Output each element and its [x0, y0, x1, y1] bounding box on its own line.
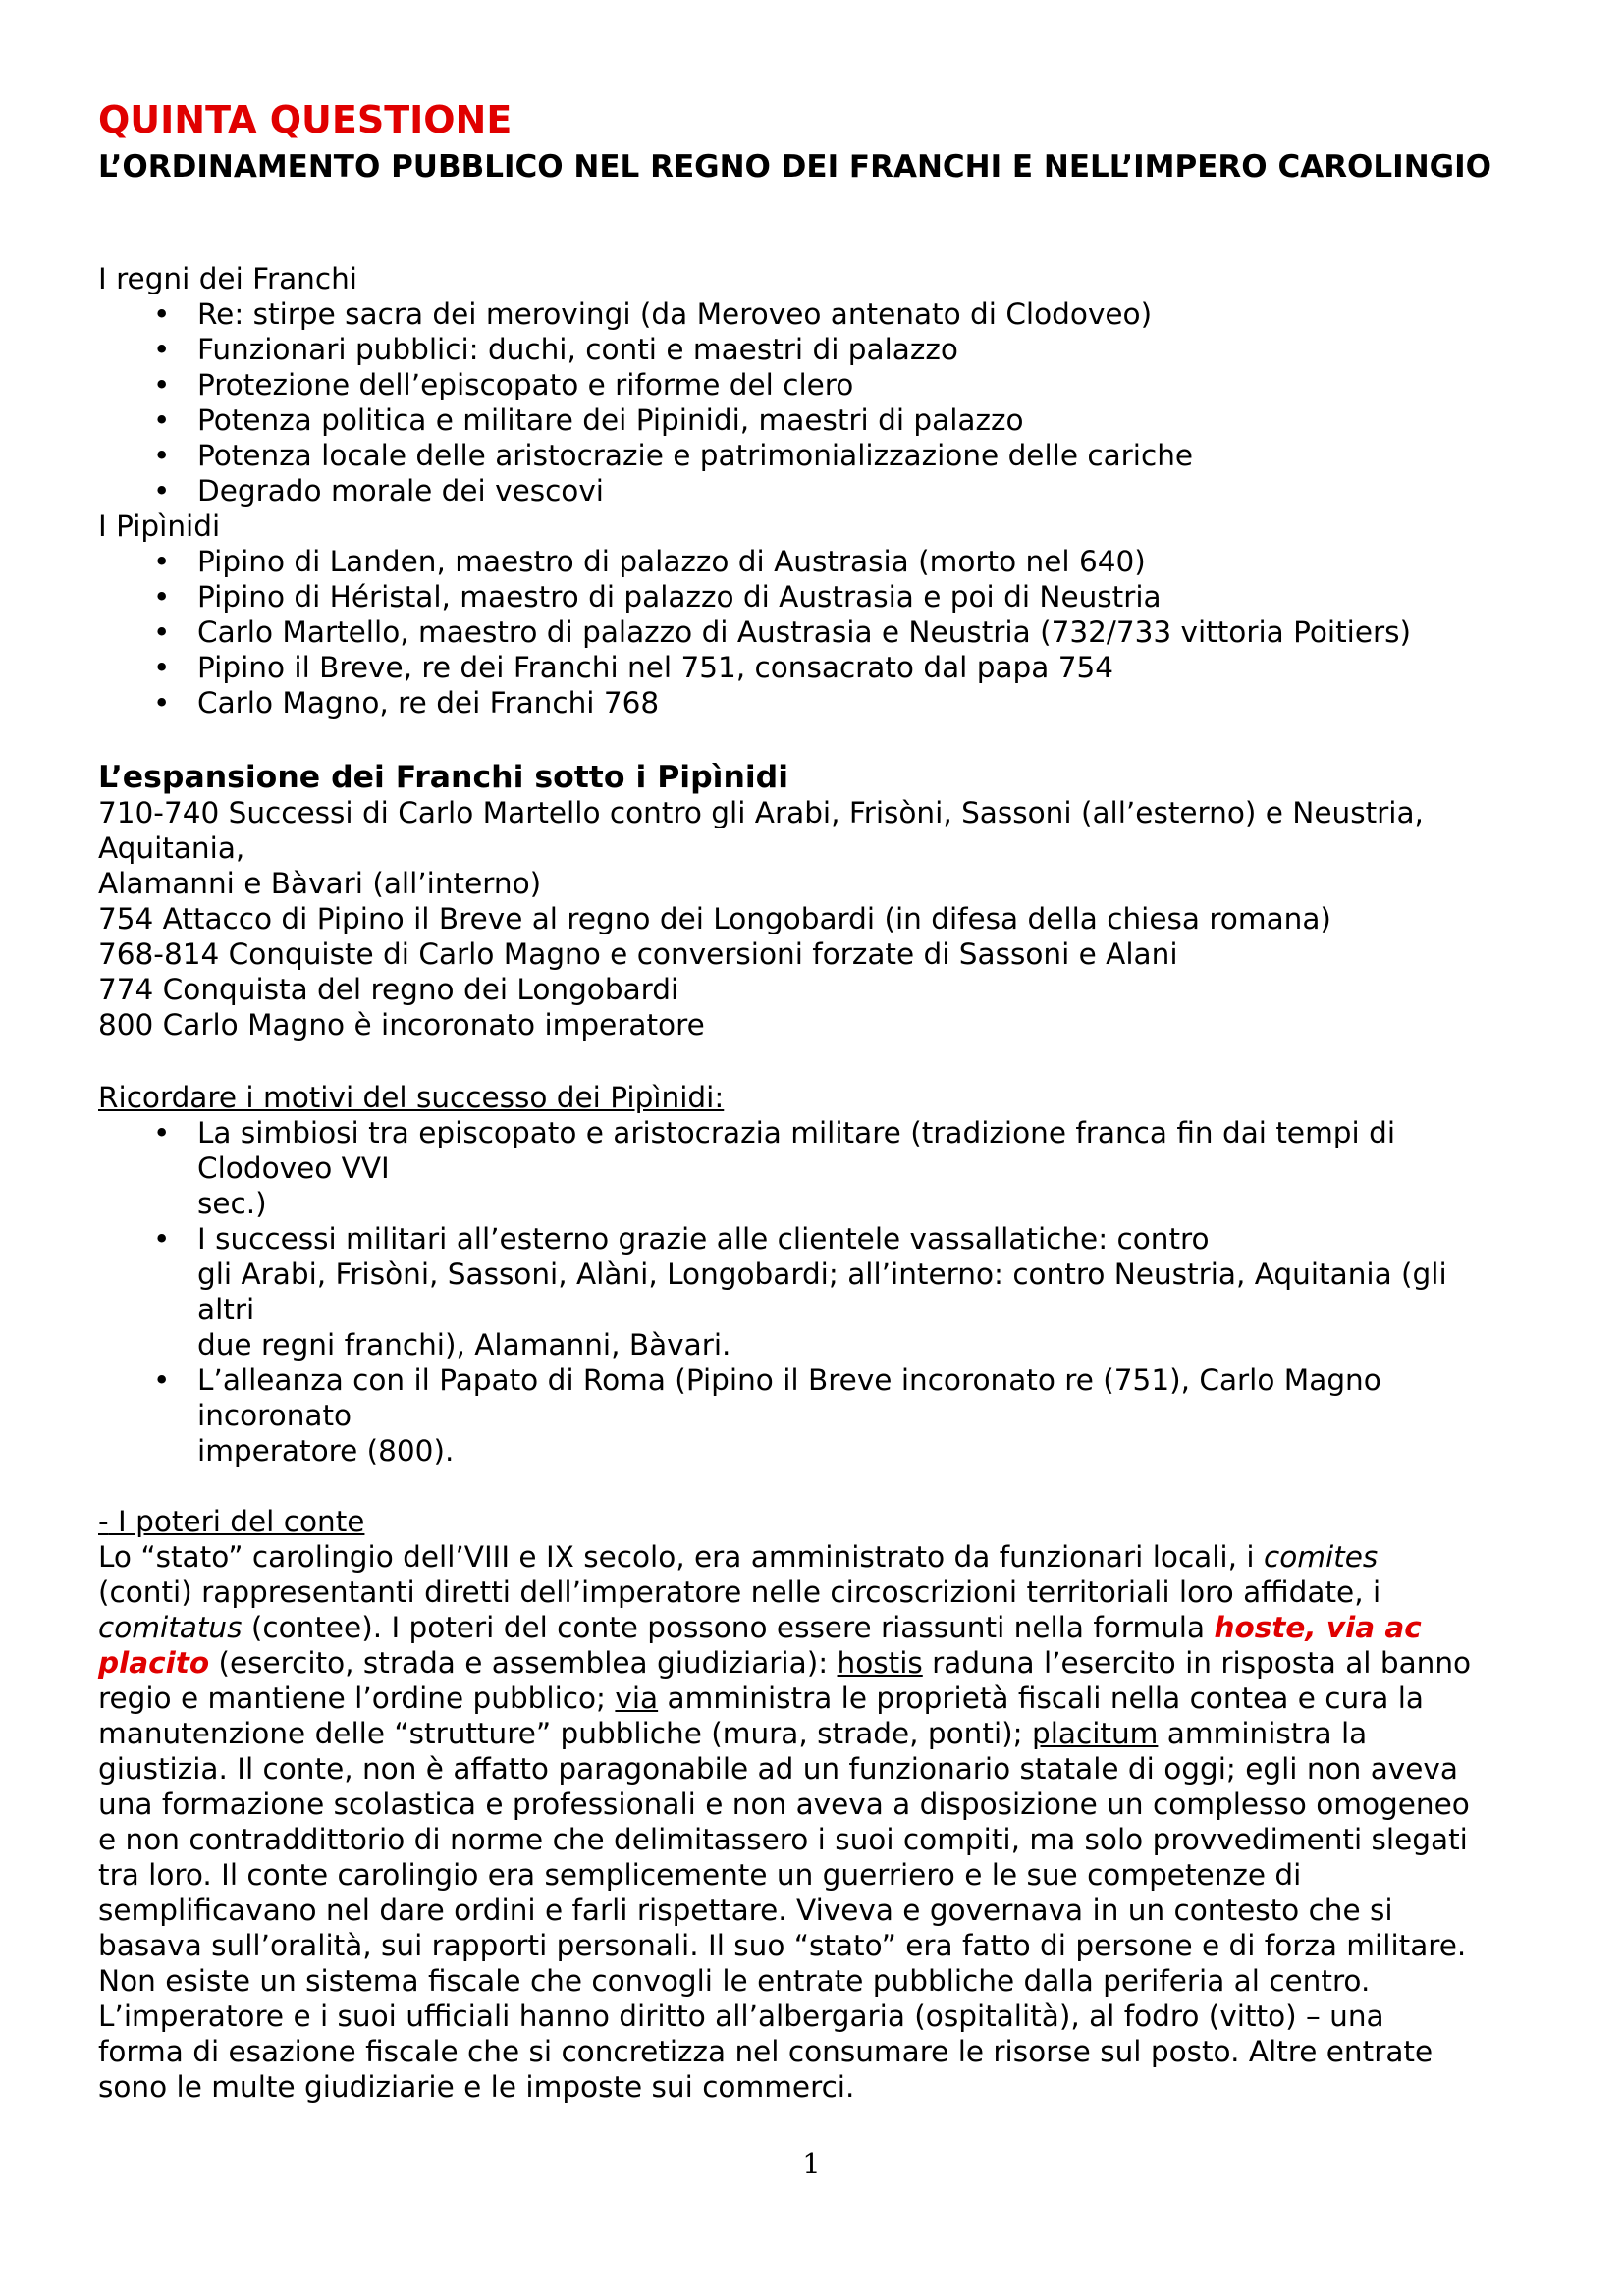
motivi-list: [98, 1115, 1571, 1468]
bullet-icon: •: [153, 615, 171, 649]
bullet-icon: •: [153, 403, 171, 437]
bullet-icon: •: [153, 580, 171, 614]
motivi-section: [98, 1080, 1571, 1468]
page-number: 1: [802, 2147, 821, 2180]
text-line: giustizia. Il conte, non è affatto paragonabile ad un funzionario statale di oggi; egli non aveva: [98, 1752, 1458, 1786]
bullet-icon: •: [153, 1222, 171, 1255]
regni-list: [98, 296, 1571, 508]
list-item: • Degrado morale dei vescovi: [153, 474, 605, 507]
text-line: 768-814 Conquiste di Carlo Magno e conversioni forzate di Sassoni e Alani: [98, 937, 1178, 971]
bullet-icon: •: [153, 297, 171, 331]
motivi-heading: Ricordare i motivi del successo dei Pipìnidi:: [98, 1081, 725, 1114]
page-title: QUINTA QUESTIONE: [98, 98, 513, 141]
text-line: basava sull’oralità, sui rapporti personali. Il suo “stato” era fatto di persone e di forza militare.: [98, 1929, 1467, 1962]
list-item: • Protezione dell’episcopato e riforme del clero: [153, 368, 854, 401]
pipinidi-heading: I Pipìnidi: [98, 509, 221, 543]
page-subtitle: L’ORDINAMENTO PUBBLICO NEL REGNO DEI FRANCHI E NELL’IMPERO CAROLINGIO: [98, 149, 1491, 185]
list-item: • I successi militari all’esterno grazie alle clientele vassallatiche: contro gli Arabi, Frisòni, Sassoni, Alàni, Longobardi; all’interno: contro Neustria, Aquitania (gli altri due regni franchi), Alamanni, Bàvari.: [153, 1222, 1447, 1362]
pipinidi-list: [98, 544, 1571, 721]
text-line: Lo “stato” carolingio dell’VIII e IX secolo, era amministrato da funzionari locali, i comites: [98, 1540, 1379, 1574]
espansione-section: [98, 795, 1571, 1042]
list-item: • Pipino di Landen, maestro di palazzo di Austrasia (morto nel 640): [153, 545, 1146, 578]
list-item: • Carlo Magno, re dei Franchi 768: [153, 686, 660, 720]
text-line: L’imperatore e i suoi ufficiali hanno diritto all’albergaria (ospitalità), al fodro (vitto) – una: [98, 2000, 1384, 2033]
text-line: Non esiste un sistema fiscale che convogli le entrate pubbliche dalla periferia al centro.: [98, 1964, 1371, 1998]
conte-section: [98, 1504, 1571, 2105]
list-item: • L’alleanza con il Papato di Roma (Pipino il Breve incoronato re (751), Carlo Magno incoronato imperatore (800).: [153, 1363, 1381, 1468]
text-line: tra loro. Il conte carolingio era semplicemente un guerriero e le sue competenze di: [98, 1858, 1302, 1892]
bullet-icon: •: [153, 439, 171, 472]
text-line: Alamanni e Bàvari (all’interno): [98, 867, 542, 900]
text-line: semplificavano nel dare ordini e farli rispettare. Viveva e governava in un contesto che si: [98, 1894, 1393, 1927]
bullet-icon: •: [153, 1363, 171, 1397]
bullet-icon: •: [153, 474, 171, 507]
list-item: • Pipino il Breve, re dei Franchi nel 751, consacrato dal papa 754: [153, 651, 1114, 684]
bullet-icon: •: [153, 333, 171, 366]
text-line: regio e mantiene l’ordine pubblico; via amministra le proprietà fiscali nella contea e cura la: [98, 1682, 1425, 1715]
text-line: 710-740 Successi di Carlo Martello contro gli Arabi, Frisòni, Sassoni (all’esterno) e Neustria,: [98, 796, 1424, 829]
bullet-icon: •: [153, 1116, 171, 1149]
bullet-icon: •: [153, 651, 171, 684]
list-item: • Funzionari pubblici: duchi, conti e maestri di palazzo: [153, 333, 958, 366]
text-line: 800 Carlo Magno è incoronato imperatore: [98, 1008, 705, 1041]
bullet-icon: •: [153, 686, 171, 720]
list-item: • Pipino di Héristal, maestro di palazzo di Austrasia e poi di Neustria: [153, 580, 1162, 614]
bullet-icon: •: [153, 545, 171, 578]
regni-heading: I regni dei Franchi: [98, 262, 357, 295]
text-line: 774 Conquista del regno dei Longobardi: [98, 973, 679, 1006]
espansione-heading: L’espansione dei Franchi sotto i Pipìnidi: [98, 760, 789, 795]
regni-section: [98, 261, 1571, 721]
text-line: e non contraddittorio di norme che delimitassero i suoi compiti, ma solo provvedimenti slegati: [98, 1823, 1468, 1856]
bullet-icon: •: [153, 368, 171, 401]
text-line: (conti) rappresentanti diretti dell’imperatore nelle circoscrizioni territoriali loro affidate, i: [98, 1575, 1381, 1609]
text-line: una formazione scolastica e professionali e non aveva a disposizione un complesso omogeneo: [98, 1788, 1470, 1821]
text-line: Aquitania,: [98, 831, 245, 865]
list-item: • Potenza politica e militare dei Pipinidi, maestri di palazzo: [153, 403, 1024, 437]
list-item: • Re: stirpe sacra dei merovingi (da Meroveo antenato di Clodoveo): [153, 297, 1153, 331]
text-line: comitatus (contee). I poteri del conte possono essere riassunti nella formula hoste, via ac: [98, 1611, 1422, 1644]
text-line: placito (esercito, strada e assemblea giudiziaria): hostis raduna l’esercito in risposta al banno: [98, 1646, 1472, 1680]
conte-heading: - I poteri del conte: [98, 1505, 365, 1538]
list-item: • Carlo Martello, maestro di palazzo di Austrasia e Neustria (732/733 vittoria Poitiers): [153, 615, 1412, 649]
list-item: • La simbiosi tra episcopato e aristocrazia militare (tradizione franca fin dai tempi di Clodoveo VVI sec.): [153, 1116, 1396, 1220]
text-line: 754 Attacco di Pipino il Breve al regno dei Longobardi (in difesa della chiesa romana): [98, 902, 1331, 935]
text-line: sono le multe giudiziarie e le imposte sui commerci.: [98, 2070, 855, 2104]
list-item: • Potenza locale delle aristocrazie e patrimonializzazione delle cariche: [153, 439, 1194, 472]
text-line: forma di esazione fiscale che si concretizza nel consumare le risorse sul posto. Altre entrate: [98, 2035, 1434, 2068]
text-line: manutenzione delle “strutture” pubbliche (mura, strade, ponti); placitum amministra la: [98, 1717, 1368, 1750]
